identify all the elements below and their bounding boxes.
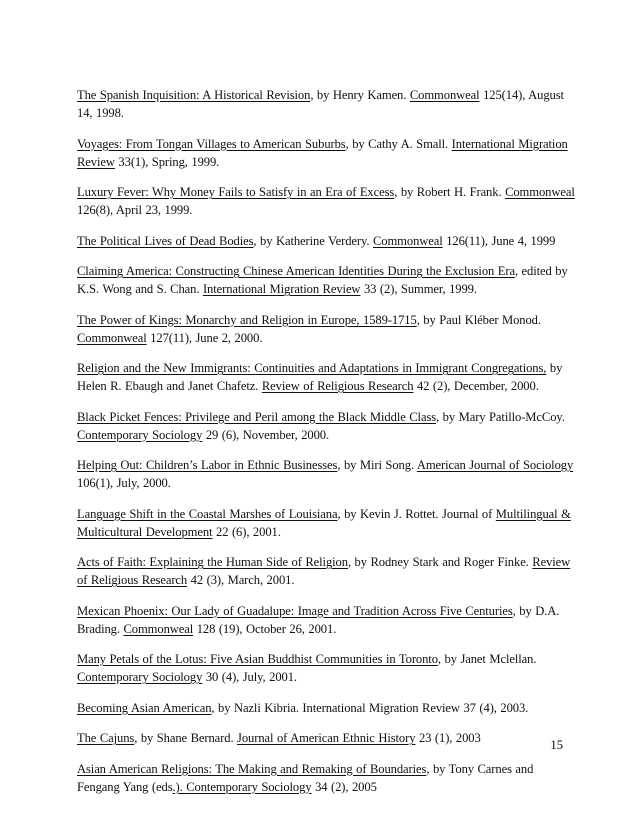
bibliography-entry — [77, 602, 577, 638]
bibliography-entry — [77, 699, 577, 717]
citation-text: 126(11), June 4, 1999 — [442, 233, 556, 248]
citation-text: , by Miri Song. — [337, 458, 417, 472]
citation-text: by Helen R. Ebaugh and Janet Chafetz. — [77, 361, 563, 393]
citation-text: 106(1), July, 2000. — [77, 476, 171, 490]
bibliography-entry — [77, 760, 577, 796]
underlined-title: Acts of Faith: Explaining the Human Side of Religion — [77, 555, 348, 569]
underlined-title: Contemporary Sociology — [77, 427, 203, 442]
citation-text: , by Mary Patillo-McCoy. — [436, 409, 565, 424]
underlined-title: International Migration Review — [77, 136, 568, 169]
underlined-title: Asian American Religions: The Making and Remaking of Boundaries — [77, 761, 427, 776]
underlined-title: Contemporary Sociology — [77, 670, 203, 684]
underlined-title: Commonweal — [409, 88, 480, 102]
citation-text: 127(11), June 2, 2000. — [146, 330, 263, 345]
bibliography-entry — [77, 183, 577, 219]
bibliography-entry — [77, 359, 577, 395]
citation-text: , by Tony Carnes and Fengang Yang (eds — [77, 761, 534, 794]
citation-text: 42 (3), March, 2001. — [187, 573, 295, 587]
bibliography-entry — [77, 86, 577, 122]
underlined-title: .). Contemporary Sociology — [172, 779, 312, 794]
underlined-title: Commonweal — [505, 185, 575, 199]
bibliography-entry — [77, 505, 577, 541]
bibliography-entry — [77, 262, 577, 298]
bibliography-list — [77, 86, 577, 808]
underlined-title: Journal of American Ethnic History — [237, 731, 416, 745]
bibliography-entry — [77, 135, 577, 171]
underlined-title: Black Picket Fences: Privilege and Peril among the Black Middle Class — [77, 409, 437, 424]
underlined-title: The Power of Kings: Monarchy and Religion in Europe, 1589-1715 — [77, 312, 417, 327]
bibliography-entry — [77, 729, 577, 747]
underlined-title: Helping Out: Children’s Labor in Ethnic Businesses — [77, 458, 338, 472]
underlined-title: The Spanish Inquisition: A Historical Revision — [77, 88, 311, 102]
citation-text: , by Shane Bernard. — [134, 731, 238, 745]
underlined-title: Mexican Phoenix: Our Lady of Guadalupe: Image and Tradition Across Five Centuries — [77, 603, 513, 618]
citation-text: 33(1), Spring, 1999. — [114, 154, 220, 169]
underlined-title: International Migration Review — [202, 282, 361, 296]
citation-text: 22 (6), 2001. — [212, 524, 281, 539]
underlined-title: American Journal of Sociology — [416, 458, 574, 472]
citation-text: , by Janet Mclellan. — [437, 652, 537, 666]
underlined-title: Religion and the New Immigrants: Continuities and Adaptations in Immigrant Congregations, — [77, 361, 547, 375]
underlined-title: Voyages: From Tongan Villages to American Suburbs — [77, 136, 346, 151]
citation-text: 29 (6), November, 2000. — [202, 427, 330, 442]
underlined-title: Luxury Fever: Why Money Fails to Satisfy in an Era of Excess — [77, 185, 395, 199]
bibliography-entry — [77, 408, 577, 444]
citation-text: 42 (2), December, 2000. — [413, 379, 539, 393]
underlined-title: The Cajuns — [77, 731, 135, 745]
citation-text: , by Rodney Stark and Roger Finke. — [347, 555, 533, 569]
bibliography-entry — [77, 232, 577, 250]
underlined-title: Multilingual & Multicultural Development — [77, 506, 571, 539]
underlined-title: Commonweal — [77, 330, 147, 345]
underlined-title: Many Petals of the Lotus: Five Asian Buddhist Communities in Toronto — [77, 652, 438, 666]
underlined-title: Commonweal — [123, 621, 194, 636]
underlined-title: Language Shift in the Coastal Marshes of Louisiana — [77, 506, 338, 521]
citation-text: , by D.A. Brading. — [77, 603, 560, 636]
citation-text: , by Paul Kléber Monod. — [416, 312, 541, 327]
underlined-title: Commonweal — [372, 233, 443, 248]
bibliography-entry — [77, 456, 577, 492]
underlined-title: Review of Religious Research — [77, 555, 571, 587]
citation-text: , edited by K.S. Wong and S. Chan. — [77, 264, 568, 296]
citation-text: , by Nazli Kibria. International Migration Review 37 (4), 2003. — [211, 700, 529, 715]
underlined-title: Review of Religious Research — [261, 379, 414, 393]
underlined-title: Becoming Asian American — [77, 700, 212, 715]
bibliography-entry — [77, 553, 577, 589]
citation-text: 125(14), August 14, 1998. — [77, 88, 564, 120]
bibliography-entry — [77, 311, 577, 347]
citation-text: , by Katherine Verdery. — [253, 233, 373, 248]
citation-text: 128 (19), October 26, 2001. — [193, 621, 337, 636]
underlined-title: Claiming America: Constructing Chinese American Identities During the Exclusion Era — [77, 264, 515, 278]
citation-text: , by Cathy A. Small. — [345, 136, 452, 151]
citation-text: , by Kevin J. Rottet. Journal of — [337, 506, 496, 521]
citation-text: , by Robert H. Frank. — [394, 185, 506, 199]
underlined-title: The Political Lives of Dead Bodies — [77, 233, 254, 248]
bibliography-entry — [77, 650, 577, 686]
page-number: 15 — [550, 738, 563, 752]
citation-text: , by Henry Kamen. — [310, 88, 410, 102]
citation-text: 34 (2), 2005 — [311, 779, 377, 794]
citation-text: 23 (1), 2003 — [415, 731, 481, 745]
citation-text: 33 (2), Summer, 1999. — [360, 282, 477, 296]
citation-text: 126(8), April 23, 1999. — [77, 203, 193, 217]
citation-text: 30 (4), July, 2001. — [202, 670, 297, 684]
